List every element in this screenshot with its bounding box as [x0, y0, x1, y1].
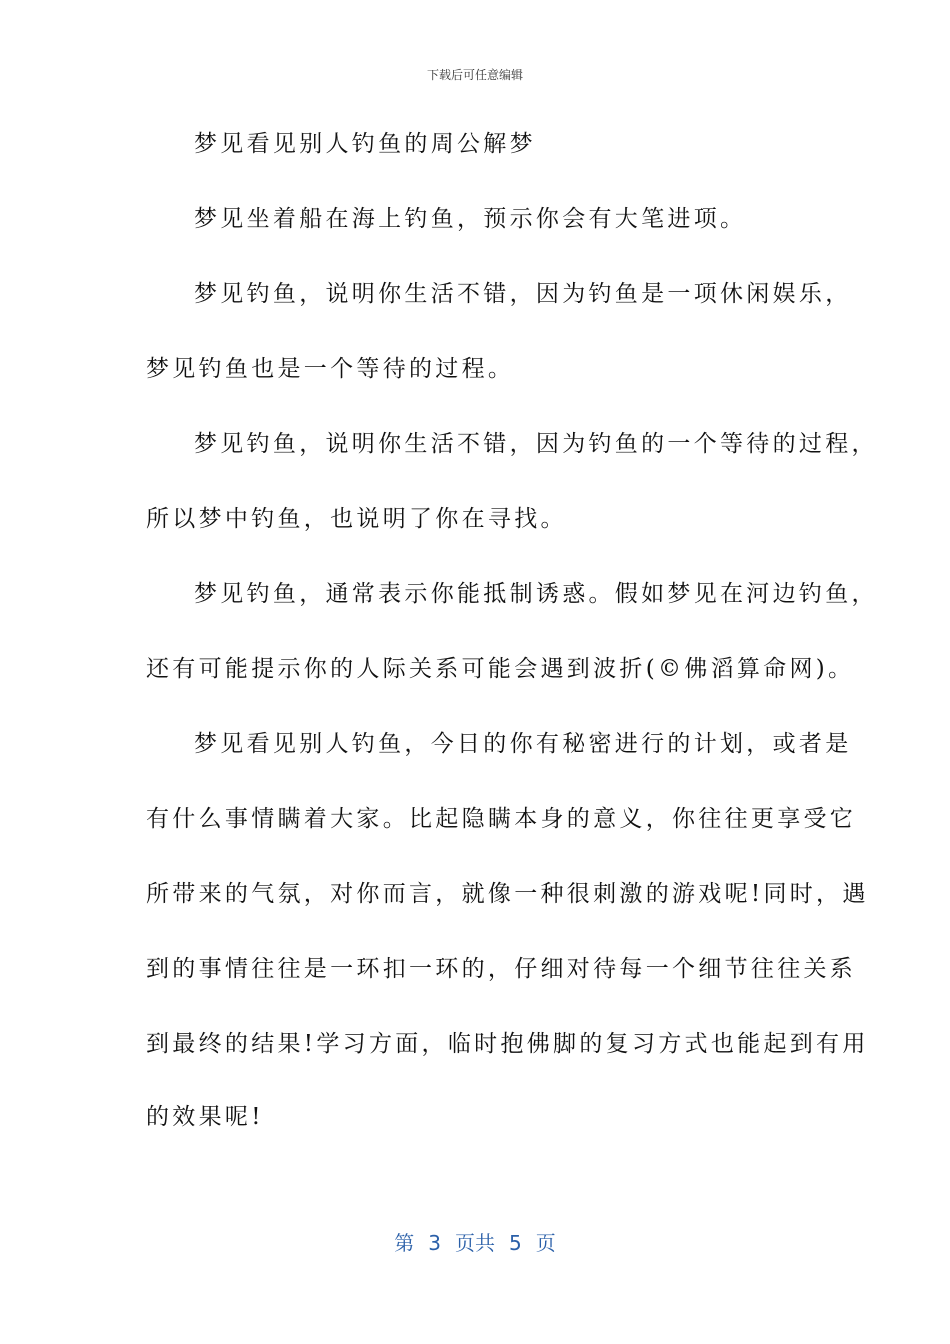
paragraph-line: 的效果呢!	[146, 1104, 264, 1130]
paragraph-line: 梦见钓鱼也是一个等待的过程。	[146, 356, 515, 382]
paragraph-line: 梦见钓鱼，通常表示你能抵制诱惑。假如梦见在河边钓鱼，	[194, 581, 878, 607]
footer-suffix: 页	[535, 1231, 556, 1255]
paragraph-line: 梦见坐着船在海上钓鱼，预示你会有大笔进项。	[194, 206, 747, 232]
header-note: 下载后可任意编辑	[426, 68, 523, 82]
paragraph-line: 梦见钓鱼，说明你生活不错，因为钓鱼的一个等待的过程，	[194, 431, 878, 457]
paragraph-line: 到的事情往往是一环扣一环的，仔细对待每一个细节往往关系	[146, 956, 857, 982]
paragraph-line: 梦见看见别人钓鱼，今日的你有秘密进行的计划，或者是	[194, 731, 852, 757]
paragraph-line: 所带来的气氛，对你而言，就像一种很刺激的游戏呢!同时，遇	[146, 881, 869, 907]
total-pages-number: 5	[509, 1231, 522, 1255]
document-title: 梦见看见别人钓鱼的周公解梦	[194, 131, 536, 157]
page-footer	[0, 1227, 950, 1256]
paragraph-line: 所以梦中钓鱼，也说明了你在寻找。	[146, 506, 567, 532]
paragraph-line: 到最终的结果!学习方面，临时抱佛脚的复习方式也能起到有用	[146, 1031, 869, 1057]
paragraph-line: 还有可能提示你的人际关系可能会遇到波折(©佛滔算命网)。	[146, 656, 855, 682]
paragraph-line: 梦见钓鱼，说明你生活不错，因为钓鱼是一项休闲娱乐，	[194, 281, 852, 307]
footer-middle: 页共	[455, 1231, 495, 1255]
paragraph-line: 有什么事情瞒着大家。比起隐瞒本身的意义，你往往更享受它	[146, 806, 857, 832]
footer-prefix: 第	[394, 1231, 415, 1255]
current-page-number: 3	[428, 1231, 441, 1255]
